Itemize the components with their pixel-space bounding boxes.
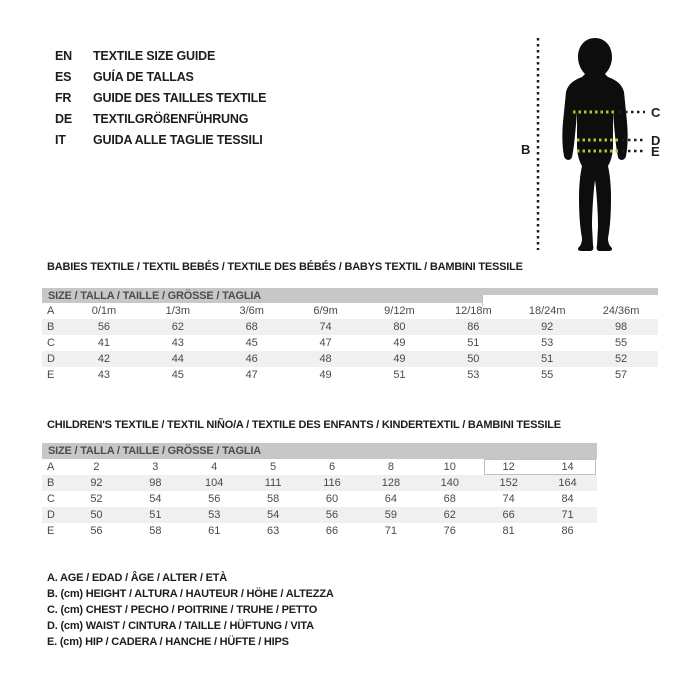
- size-header-bar: [42, 443, 597, 459]
- table-cell: 43: [97, 369, 111, 381]
- legend-line: C. (cm) CHEST / PECHO / POITRINE / TRUHE / PETTO: [47, 604, 318, 616]
- table-cell: 140: [440, 477, 459, 489]
- table-cell: 116: [323, 477, 341, 489]
- table-cell: 80: [393, 321, 406, 333]
- child-silhouette: [562, 38, 627, 251]
- table-cell: 14: [561, 461, 574, 473]
- table-cell: 56: [208, 493, 221, 505]
- table-cell: 46: [245, 353, 258, 365]
- table-cell: 2: [93, 461, 100, 473]
- table-cell: 12: [502, 461, 515, 473]
- table-cell: 71: [561, 509, 574, 521]
- table-cell: 74: [502, 493, 515, 505]
- table-cell: 62: [171, 321, 184, 333]
- table-row: [42, 319, 658, 335]
- table-row: [42, 303, 658, 319]
- table-cell: 49: [393, 353, 406, 365]
- table-cell: 52: [90, 493, 103, 505]
- chest-label: C: [651, 105, 661, 120]
- children-table-title: CHILDREN'S TEXTILE / TEXTIL NIÑO/A / TEXTILE DES ENFANTS / KINDERTEXTIL / BAMBINI TESSILE: [47, 419, 561, 431]
- table-cell: 57: [614, 369, 628, 381]
- language-label: TEXTILGRÖßENFÜHRUNG: [93, 111, 249, 126]
- table-cell: 98: [614, 321, 628, 333]
- language-row: [55, 129, 266, 150]
- table-cell: 18/24m: [528, 305, 566, 317]
- table-cell: 54: [266, 509, 280, 521]
- table-cell: 86: [467, 321, 480, 333]
- language-list: [55, 45, 266, 150]
- table-row: [42, 523, 597, 539]
- measurement-figure: [515, 30, 670, 260]
- babies-size-table: [42, 288, 658, 383]
- table-cell: 45: [245, 337, 258, 349]
- language-label: GUIDA ALLE TAGLIE TESSILI: [93, 132, 263, 147]
- table-cell: 92: [541, 321, 554, 333]
- table-cell: 42: [97, 353, 111, 365]
- language-row: [55, 66, 266, 87]
- table-cell: 62: [443, 509, 456, 521]
- table-cell: 58: [266, 493, 280, 505]
- table-cell: 6/9m: [313, 305, 338, 317]
- table-cell: 164: [558, 477, 577, 489]
- legend-line: A. AGE / EDAD / ÂGE / ALTER / ETÀ: [47, 572, 228, 584]
- table-cell: 24/36m: [602, 305, 640, 317]
- table-row: [42, 459, 597, 475]
- table-cell: 10: [443, 461, 456, 473]
- table-cell: 43: [171, 337, 184, 349]
- table-cell: 55: [541, 369, 554, 381]
- table-cell: 49: [319, 369, 332, 381]
- table-cell: 5: [270, 461, 277, 473]
- table-cell: 66: [502, 509, 515, 521]
- table-row: [42, 491, 597, 507]
- language-label: TEXTILE SIZE GUIDE: [93, 48, 216, 63]
- table-row: [42, 475, 597, 491]
- table-cell: 61: [208, 525, 221, 537]
- babies-table-title: BABIES TEXTILE / TEXTIL BEBÉS / TEXTILE DES BÉBÉS / BABYS TEXTIL / BAMBINI TESSILE: [47, 261, 523, 273]
- table-cell: 47: [245, 369, 258, 381]
- table-cell: 92: [90, 477, 103, 489]
- table-cell: 8: [387, 461, 394, 473]
- table-cell: 49: [393, 337, 406, 349]
- table-cell: 50: [467, 353, 480, 365]
- children-size-table: [42, 443, 597, 539]
- table-cell: 84: [561, 493, 574, 505]
- table-cell: 53: [467, 369, 480, 381]
- table-cell: 56: [325, 509, 339, 521]
- table-cell: 4: [211, 461, 218, 473]
- table-cell: 59: [384, 509, 398, 521]
- waist-label: D: [651, 133, 661, 148]
- table-cell: 47: [319, 337, 332, 349]
- table-cell: 71: [384, 525, 398, 537]
- table-cell: 45: [171, 369, 184, 381]
- table-cell: 51: [541, 353, 554, 365]
- table-cell: 56: [90, 525, 103, 537]
- table-cell: 41: [97, 337, 111, 349]
- table-cell: 68: [443, 493, 456, 505]
- height-label: B: [521, 142, 531, 157]
- table-cell: 58: [149, 525, 162, 537]
- row-label: C: [47, 493, 55, 505]
- table-cell: 3/6m: [239, 305, 264, 317]
- row-label: B: [47, 321, 55, 333]
- language-code: IT: [55, 132, 66, 147]
- language-code: ES: [55, 69, 72, 84]
- table-cell: 3: [152, 461, 159, 473]
- table-cell: 60: [325, 493, 339, 505]
- table-cell: 128: [381, 477, 401, 489]
- children-table-rows: [42, 459, 597, 539]
- table-cell: 9/12m: [384, 305, 415, 317]
- language-code: FR: [55, 90, 72, 105]
- table-cell: 111: [264, 477, 282, 489]
- table-cell: 152: [499, 477, 518, 489]
- babies-table-rows: [42, 303, 658, 383]
- table-cell: 51: [393, 369, 406, 381]
- table-cell: 1/3m: [165, 305, 191, 317]
- size-header-label: SIZE / TALLA / TAILLE / GRÖSSE / TAGLIA: [48, 289, 262, 302]
- table-cell: 68: [245, 321, 258, 333]
- table-cell: 48: [319, 353, 332, 365]
- table-cell: 44: [171, 353, 184, 365]
- table-cell: 51: [467, 337, 480, 349]
- table-cell: 63: [266, 525, 280, 537]
- table-cell: 0/1m: [91, 305, 117, 317]
- table-cell: 98: [149, 477, 162, 489]
- row-label: A: [47, 305, 55, 317]
- table-cell: 54: [149, 493, 162, 505]
- row-label: A: [47, 461, 55, 473]
- table-row: [42, 335, 658, 351]
- size-header-label: SIZE / TALLA / TAILLE / GRÖSSE / TAGLIA: [48, 445, 262, 457]
- legend-line: B. (cm) HEIGHT / ALTURA / HAUTEUR / HÖHE / ALTEZZA: [47, 588, 334, 600]
- row-label: D: [47, 509, 55, 521]
- table-cell: 6: [328, 461, 336, 473]
- language-label: GUÍA DE TALLAS: [93, 69, 194, 84]
- row-label: D: [47, 353, 55, 365]
- legend-line: D. (cm) WAIST / CINTURA / TAILLE / HÜFTUNG / VITA: [47, 620, 314, 632]
- row-label: B: [47, 477, 55, 489]
- language-row: [55, 45, 266, 66]
- table-cell: 53: [208, 509, 221, 521]
- table-cell: 53: [541, 337, 554, 349]
- language-row: [55, 108, 266, 129]
- row-label: C: [47, 337, 55, 349]
- table-cell: 55: [614, 337, 628, 349]
- table-cell: 64: [384, 493, 398, 505]
- table-cell: 86: [561, 525, 574, 537]
- row-label: E: [47, 369, 55, 381]
- table-cell: 52: [614, 353, 628, 365]
- table-cell: 81: [502, 525, 515, 537]
- table-cell: 51: [149, 509, 162, 521]
- table-cell: 74: [319, 321, 332, 333]
- language-code: EN: [55, 48, 72, 63]
- language-code: DE: [55, 111, 72, 126]
- hip-label: E: [651, 144, 660, 159]
- table-row: [42, 367, 658, 383]
- table-cell: 50: [90, 509, 103, 521]
- table-cell: 56: [97, 321, 111, 333]
- table-cell: 76: [443, 525, 456, 537]
- row-label: E: [47, 525, 55, 537]
- measurement-legend: [47, 570, 334, 650]
- table-row: [42, 351, 658, 367]
- table-cell: 104: [205, 477, 224, 489]
- table-cell: 66: [325, 525, 339, 537]
- table-cell: 12/18m: [454, 305, 492, 317]
- language-row: [55, 87, 266, 108]
- language-label: GUIDE DES TAILLES TEXTILE: [93, 90, 267, 105]
- table-row: [42, 507, 597, 523]
- legend-line: E. (cm) HIP / CADERA / HANCHE / HÜFTE / HIPS: [47, 636, 289, 648]
